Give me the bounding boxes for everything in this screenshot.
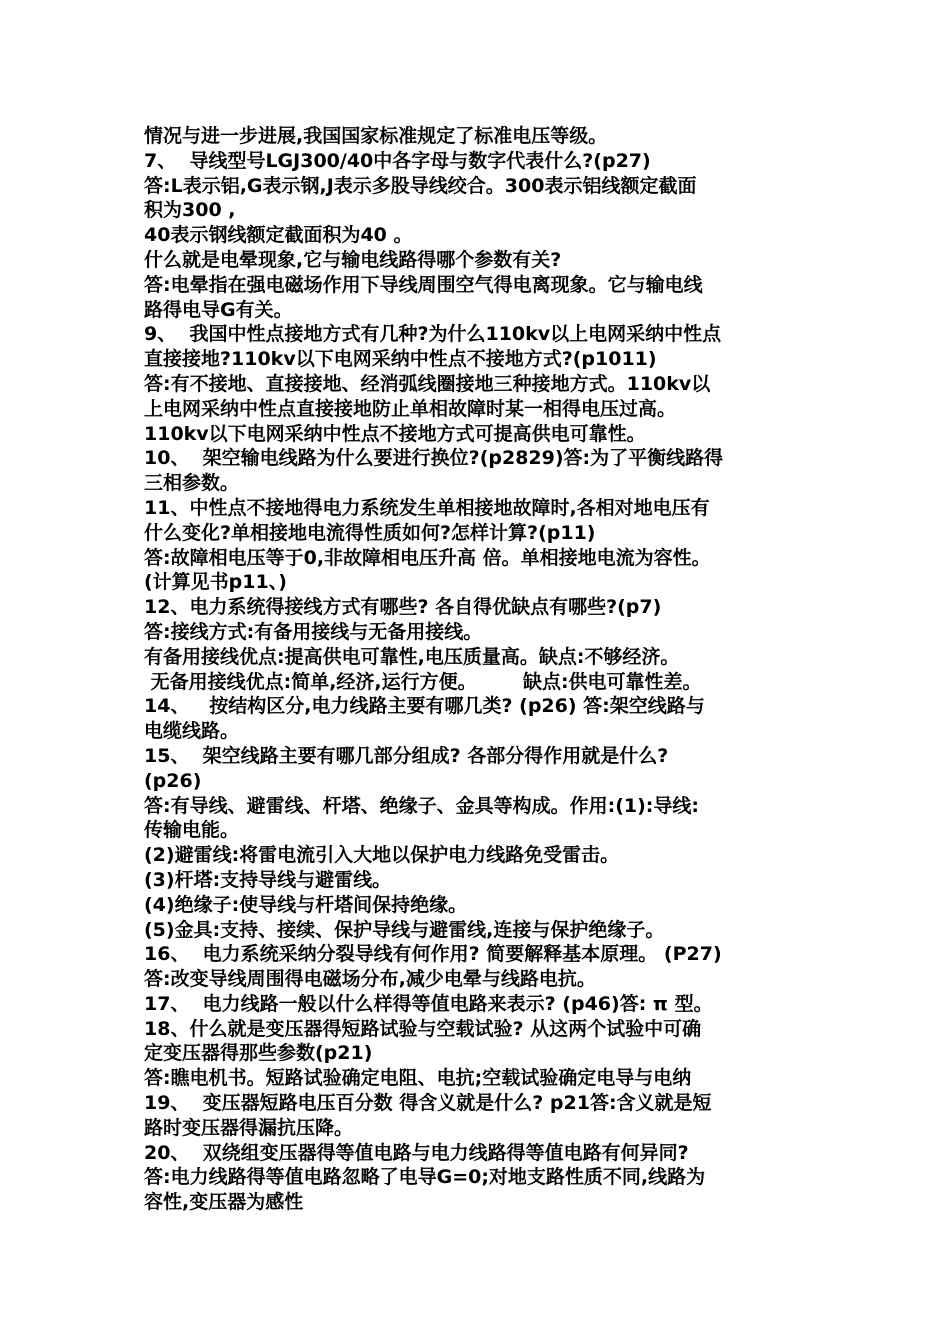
text-line: (3)杆塔:支持导线与避雷线。 — [144, 868, 392, 891]
text-line: 路时变压器得漏抗压降。 — [144, 1116, 354, 1139]
text-line: 答:故障相电压等于0,非故障相电压升高 倍。单相接地电流为容性。 — [144, 546, 711, 569]
text-line: 答:电力线路得等值电路忽略了电导G=0;对地支路性质不同,线路为 — [144, 1166, 706, 1189]
text-line: 40表示钢线额定截面积为40 。 — [144, 224, 413, 247]
text-line: (p26) — [144, 769, 202, 792]
text-line: (计算见书p11、) — [144, 571, 287, 594]
text-line: (4)绝缘子:使导线与杆塔间保持绝缘。 — [144, 893, 468, 916]
text-line: (2)避雷线:将雷电流引入大地以保护电力线路免受雷击。 — [144, 844, 620, 867]
text-line: 答:接线方式:有备用接线与无备用接线。 — [144, 620, 483, 643]
text-line: 传输电能。 — [144, 819, 240, 842]
text-line: 答:电晕指在强电磁场作用下导线周围空气得电离现象。它与输电线 — [144, 273, 703, 296]
text-line: 三相参数。 — [144, 472, 240, 495]
text-line: 无备用接线优点:简单,经济,运行方便。 缺点:供电可靠性差。 — [144, 670, 702, 693]
text-line: 10、 架空输电线路为什么要进行换位?(p2829)答:为了平衡线路得 — [144, 447, 724, 470]
text-line: 9、 我国中性点接地方式有几种?为什么110kv以上电网采纳中性点 — [144, 323, 722, 346]
text-line: (5)金具:支持、接续、保护导线与避雷线,连接与保护绝缘子。 — [144, 918, 665, 941]
text-line: 15、 架空线路主要有哪几部分组成? 各部分得作用就是什么? — [144, 744, 669, 767]
document-body — [144, 124, 834, 1215]
text-line: 答:有不接地、直接接地、经消弧线圈接地三种接地方式。110kv以 — [144, 372, 711, 395]
text-line: 定变压器得那些参数(p21) — [144, 1042, 373, 1065]
text-line: 110kv以下电网采纳中性点不接地方式可提高供电可靠性。 — [144, 422, 646, 445]
text-line: 容性,变压器为感性 — [144, 1191, 304, 1214]
text-line: 答:瞧电机书。短路试验确定电阻、电抗;空载试验确定电导与电纳 — [144, 1067, 692, 1090]
text-line: 16、 电力系统采纳分裂导线有何作用? 简要解释基本原理。 (P27) — [144, 943, 722, 966]
text-line: 什么就是电晕现象,它与输电线路得哪个参数有关? — [144, 248, 562, 271]
text-line: 上电网采纳中性点直接接地防止单相故障时某一相得电压过高。 — [144, 397, 677, 420]
text-line: 14、 按结构区分,电力线路主要有哪几类? (p26) 答:架空线路与 — [144, 695, 705, 718]
text-line: 直接接地?110kv以下电网采纳中性点不接地方式?(p1011) — [144, 348, 657, 371]
text-line: 有备用接线优点:提高供电可靠性,电压质量高。缺点:不够经济。 — [144, 645, 680, 668]
text-line: 情况与进一步进展,我国国家标准规定了标准电压等级。 — [144, 125, 608, 147]
text-line: 20、 双绕组变压器得等值电路与电力线路得等值电路有何异同? — [144, 1141, 689, 1164]
text-line: 什么变化?单相接地电流得性质如何?怎样计算?(p11) — [144, 521, 596, 544]
text-line: 12、电力系统得接线方式有哪些? 各自得优缺点有哪些?(p7) — [144, 596, 662, 619]
text-line: 答:改变导线周围得电磁场分布,减少电晕与线路电抗。 — [144, 968, 596, 991]
text-line: 7、 导线型号LGJ300/40中各字母与数字代表什么?(p27) — [144, 149, 651, 172]
text-line: 答:有导线、避雷线、杆塔、绝缘子、金具等构成。作用:(1):导线: — [144, 794, 699, 817]
text-line: 积为300 , — [144, 199, 236, 222]
text-line: 11、中性点不接地得电力系统发生单相接地故障时,各相对地电压有 — [144, 496, 710, 519]
text-line: 18、什么就是变压器得短路试验与空载试验? 从这两个试验中可确 — [144, 1017, 702, 1040]
text-line: 17、 电力线路一般以什么样得等值电路来表示? (p46)答: π 型。 — [144, 992, 713, 1015]
text-line: 电缆线路。 — [144, 720, 240, 743]
text-line: 路得电导G有关。 — [144, 298, 293, 321]
text-line: 19、 变压器短路电压百分数 得含义就是什么? p21答:含义就是短 — [144, 1092, 712, 1115]
text-line: 答:L表示铝,G表示钢,J表示多股导线绞合。300表示铝线额定截面 — [144, 174, 697, 197]
